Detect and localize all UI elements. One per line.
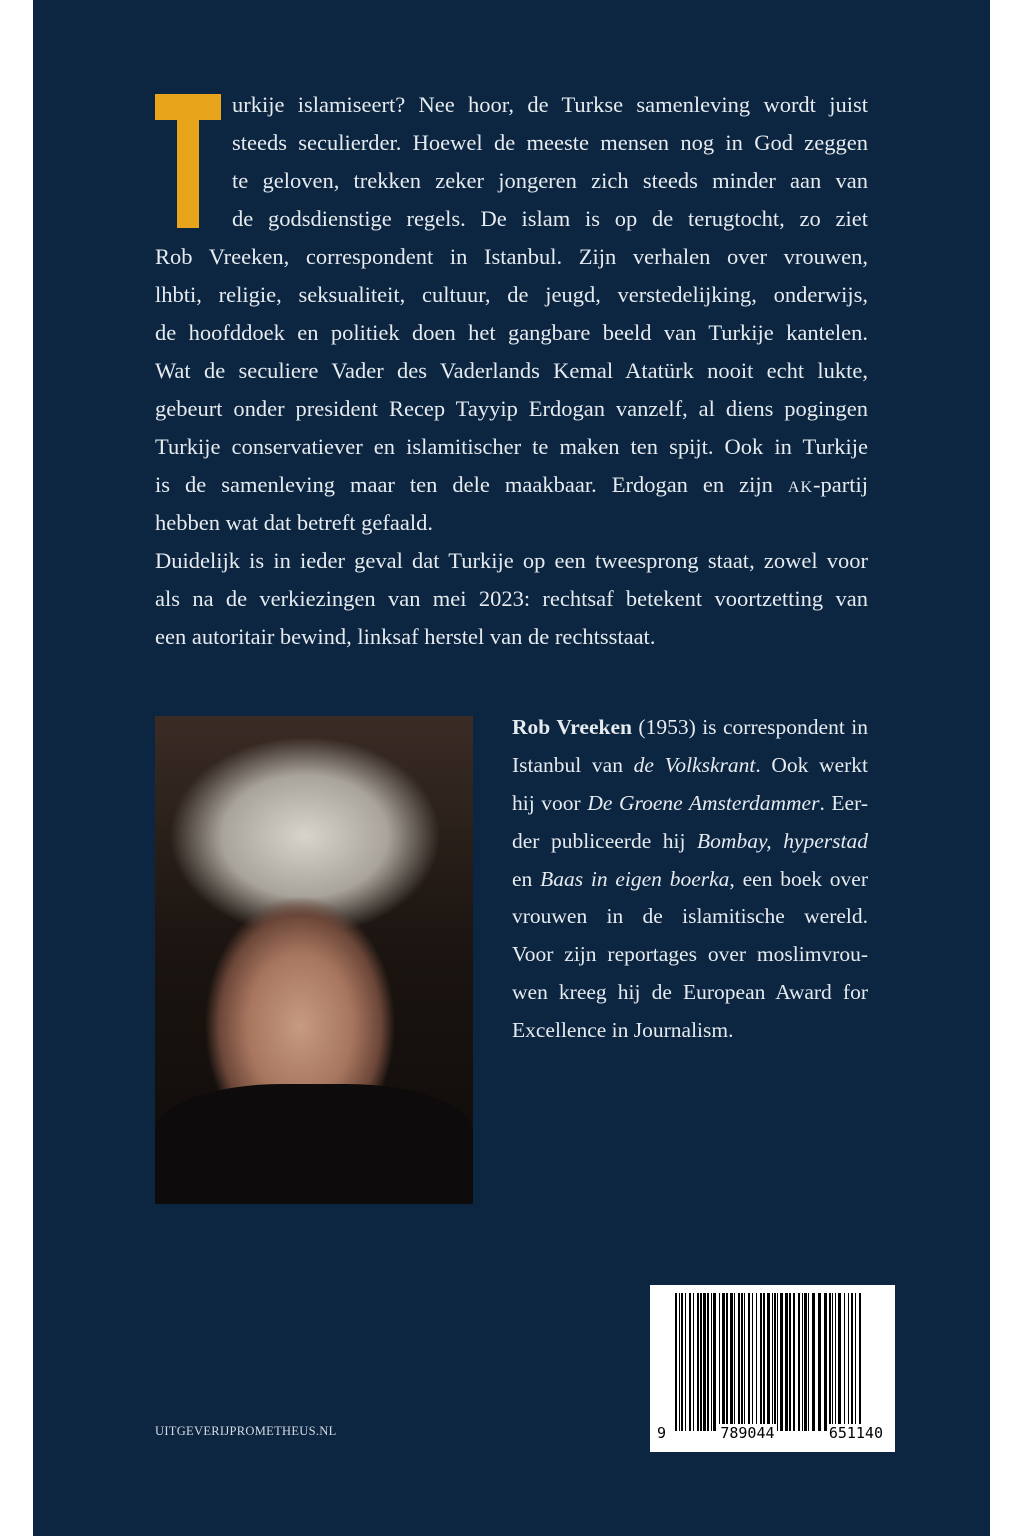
barcode-digit-group: 651140 (828, 1424, 883, 1442)
bio-text: der publiceerde hij (512, 828, 698, 853)
bio-text: vrouwen in de islamitische wereld. (512, 904, 868, 929)
barcode-bar (693, 1293, 694, 1431)
barcode-bar (804, 1293, 807, 1431)
author-name: Rob Vreeken (512, 715, 632, 739)
barcode-bar (844, 1293, 845, 1431)
barcode-digit-group: 9 (657, 1424, 667, 1442)
bio-text: en (512, 866, 541, 891)
blurb-line: Turkije conservatiever en islamitischer te maken ten spijt. Ook in Turkije (155, 434, 868, 459)
barcode-bar (719, 1293, 720, 1431)
book-title: Bombay, hyperstad (697, 828, 868, 853)
blurb-line: Wat de seculiere Vader des Vaderlands Kemal Atatürk nooit echt lukte, (155, 358, 868, 383)
party-abbrev: AK (787, 479, 814, 496)
barcode-bar (812, 1293, 815, 1431)
barcode-bar (793, 1293, 795, 1431)
blurb-line: Duidelijk is in ieder geval dat Turkije op een tweesprong staat, zowel voor (155, 548, 868, 573)
barcode-bar (744, 1293, 745, 1431)
barcode-bar (767, 1293, 770, 1431)
dropcap-letter (155, 94, 221, 228)
barcode-bar (838, 1293, 841, 1431)
blurb-text: is de samenleving maar ten dele maakbaar. Erdogan en zijn (155, 472, 773, 497)
bio-text: wen kreeg hij de European Award for (512, 980, 868, 1005)
barcode-bar (685, 1293, 686, 1431)
barcode-bar (722, 1293, 725, 1431)
barcode-bar (808, 1293, 809, 1431)
blurb-line: steeds seculierder. Hoewel de meeste mensen nog in God zeggen (232, 130, 868, 155)
blurb-line: de hoofddoek en politiek doen het gangbare beeld van Turkije kantelen. (155, 320, 868, 345)
barcode-bar (829, 1293, 831, 1431)
barcode-bar (832, 1293, 833, 1431)
barcode-bar (679, 1293, 680, 1431)
barcode-bar (697, 1293, 699, 1431)
barcode-bar (859, 1293, 861, 1431)
barcode-bar (785, 1293, 788, 1431)
book-title: Baas in eigen boerka (540, 866, 730, 891)
barcode-bar (711, 1293, 712, 1431)
barcode-bar (802, 1293, 803, 1431)
publisher-url: UITGEVERIJPROMETHEUS.NL (155, 1424, 337, 1438)
blurb-line: als na de verkiezingen van mei 2023: rechtsaf betekent voortzetting van (155, 586, 868, 611)
newspaper-title: de Volkskrant (633, 752, 756, 777)
barcode-bar (707, 1293, 709, 1431)
barcode-bar (835, 1293, 836, 1431)
barcode-bar (760, 1293, 762, 1431)
barcode-bar (748, 1293, 750, 1431)
barcode-bar (713, 1293, 716, 1431)
bio-text: (1953) is correspondent in (631, 715, 868, 739)
blurb-line: de godsdienstige regels. De islam is op de terugtocht, zo ziet (232, 206, 868, 231)
barcode-bar (798, 1293, 800, 1431)
barcode-digit-group: 789044 (720, 1424, 775, 1442)
barcode-bar (763, 1293, 765, 1431)
barcode-digits (656, 1424, 884, 1442)
isbn-barcode (650, 1285, 895, 1452)
barcode-bar (848, 1293, 849, 1431)
bio-text: . Eer- (819, 790, 868, 815)
blurb-text: -partij (813, 472, 868, 497)
barcode-bars (675, 1293, 865, 1431)
bio-text: , een boek over (729, 866, 868, 891)
bio-text: Istanbul van (512, 752, 634, 777)
barcode-bar (681, 1293, 683, 1431)
barcode-bar (738, 1293, 740, 1431)
barcode-bar (703, 1293, 706, 1431)
blurb (155, 86, 868, 656)
barcode-bar (789, 1293, 791, 1431)
barcode-bar (780, 1293, 783, 1431)
barcode-bar (730, 1293, 733, 1431)
barcode-bar (851, 1293, 853, 1431)
blurb-line: hebben wat dat betreft gefaald. (155, 510, 433, 535)
magazine-title: De Groene Amsterdammer (587, 790, 820, 815)
bio-text: Voor zijn reportages over moslimvrou- (512, 942, 868, 967)
barcode-bar (756, 1293, 757, 1431)
author-bio (512, 709, 868, 1050)
author-photo (155, 716, 473, 1204)
barcode-bar (818, 1293, 821, 1431)
barcode-bar (689, 1293, 691, 1431)
blurb-line: lhbti, religie, seksualiteit, cultuur, de jeugd, verstedelijking, onderwijs, (155, 282, 868, 307)
barcode-bar (772, 1293, 773, 1431)
barcode-bar (824, 1293, 827, 1431)
blurb-line: gebeurt onder president Recep Tayyip Erdogan vanzelf, al diens pogingen (155, 396, 868, 421)
barcode-bar (855, 1293, 856, 1431)
barcode-bar (774, 1293, 776, 1431)
blurb-line: te geloven, trekken zeker jongeren zich steeds minder aan van (232, 168, 868, 193)
barcode-bar (700, 1293, 702, 1431)
blurb-line: Rob Vreeken, correspondent in Istanbul. Zijn verhalen over vrouwen, (155, 244, 868, 269)
bio-text: . Ook werkt (755, 752, 869, 777)
blurb-line: een autoritair bewind, linksaf herstel van de rechtsstaat. (155, 624, 656, 649)
barcode-bar (752, 1293, 753, 1431)
barcode-bar (675, 1293, 677, 1431)
blurb-line: urkije islamiseert? Nee hoor, de Turkse samenleving wordt juist (232, 92, 868, 117)
bio-text: hij voor (512, 790, 588, 815)
barcode-bar (741, 1293, 743, 1431)
blurb-line (155, 466, 868, 504)
barcode-bar (726, 1293, 728, 1431)
barcode-bar (734, 1293, 735, 1431)
barcode-bar (777, 1293, 778, 1431)
bio-text: Excellence in Journalism. (512, 1018, 734, 1043)
